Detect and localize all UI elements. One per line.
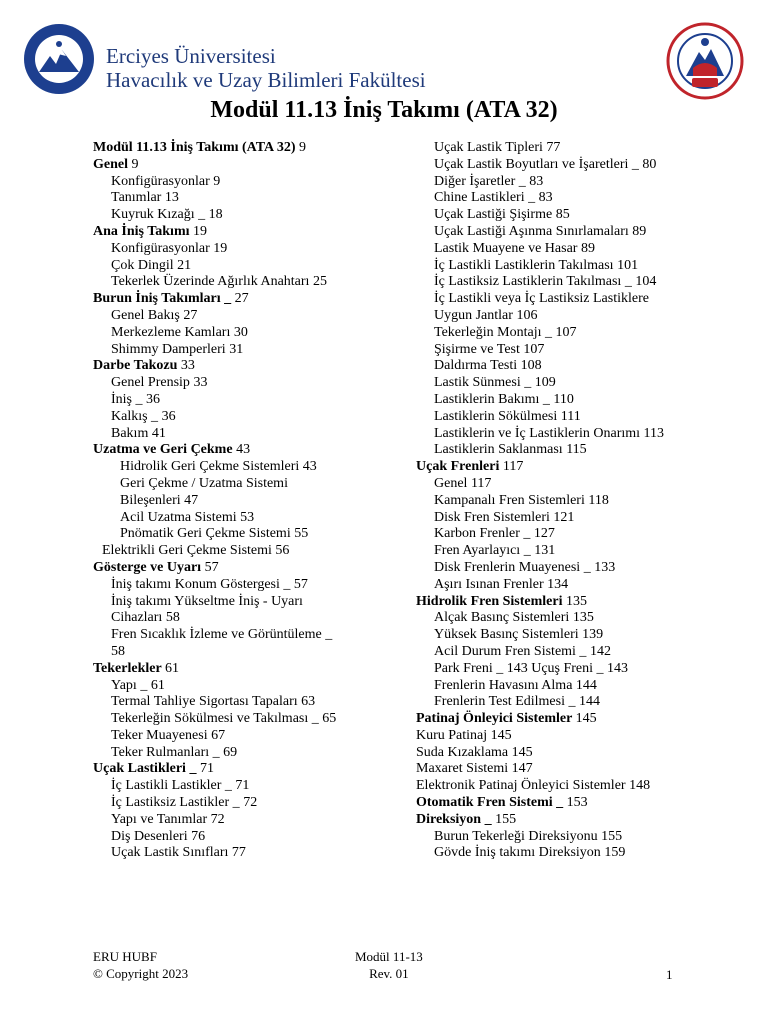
institution-name — [106, 44, 426, 92]
toc-entry-title: Kuyruk Kızağı _ — [111, 207, 206, 223]
toc-entry — [416, 678, 716, 695]
toc-entry-page: 144 — [575, 677, 597, 693]
toc-entry-title: Kalkış _ — [111, 408, 159, 424]
toc-entry-title: Patinaj Önleyici Sistemler — [416, 711, 573, 727]
toc-entry-title: Frenlerin Havasını Alma — [434, 677, 573, 693]
toc-entry-title: Geri Çekme / Uzatma Sistemi — [120, 475, 288, 491]
toc-entry-title: Uçak Lastik Boyutları ve İşaretleri _ — [434, 156, 639, 172]
toc-entry-page: 65 — [322, 711, 337, 727]
toc-entry — [416, 728, 716, 745]
toc-entry-title: Tekerlekler — [93, 660, 162, 676]
toc-entry — [93, 678, 398, 695]
toc-entry — [93, 644, 398, 661]
toc-entry-page: 69 — [223, 744, 238, 760]
toc-entry-title: Burun Tekerleği Direksiyonu — [434, 828, 598, 844]
toc-entry — [93, 761, 398, 778]
toc-entry-page: 110 — [553, 391, 574, 407]
toc-entry — [93, 392, 398, 409]
toc-entry — [416, 795, 716, 812]
toc-entry — [93, 291, 398, 308]
toc-entry-page: 139 — [582, 627, 604, 643]
toc-entry — [416, 543, 716, 560]
toc-entry-title: Disk Frenlerin Muayenesi _ — [434, 559, 591, 575]
toc-entry-page: 27 — [183, 307, 198, 323]
toc-entry-page: 111 — [560, 408, 581, 424]
toc-entry — [416, 493, 716, 510]
toc-entry-page: 30 — [233, 324, 248, 340]
toc-entry — [93, 795, 398, 812]
toc-entry — [93, 258, 398, 275]
toc-entry-page: 106 — [516, 307, 538, 323]
toc-entry — [93, 627, 398, 644]
institution-line1: Erciyes Üniversitesi — [106, 44, 276, 68]
toc-entry-page: 159 — [604, 845, 626, 861]
toc-entry-page: 33 — [193, 375, 208, 391]
toc-entry — [416, 459, 716, 476]
toc-entry — [416, 140, 716, 157]
toc-entry-page: 9 — [299, 140, 307, 155]
toc-entry-page: 121 — [553, 509, 575, 525]
toc-entry — [93, 829, 398, 846]
toc-entry-page: 131 — [534, 543, 556, 559]
toc-entry-page: 109 — [534, 375, 556, 391]
toc-entry-title: Kuru Patinaj — [416, 727, 488, 743]
toc-entry-title: Genel Bakış — [111, 307, 180, 323]
toc-entry-title: Diş Desenleri — [111, 828, 188, 844]
toc-entry-title: İç Lastikli Lastikler _ — [111, 778, 232, 794]
toc-entry-title: Lastiklerin Saklanması — [434, 442, 563, 458]
toc-entry — [416, 426, 716, 443]
toc-entry-title: İniş _ — [111, 391, 143, 407]
toc-entry — [93, 224, 398, 241]
toc-entry-page: 72 — [210, 811, 225, 827]
toc-entry-page: 145 — [511, 744, 533, 760]
toc-entry-title: Karbon Frenler _ — [434, 526, 531, 542]
page-title: Modül 11.13 İniş Takımı (ATA 32) — [210, 97, 558, 123]
toc-entry-page: 19 — [213, 240, 228, 256]
toc-entry — [416, 241, 716, 258]
toc-entry-page: 108 — [520, 358, 542, 374]
toc-entry-page: 155 — [601, 828, 623, 844]
toc-entry-title: Yapı _ — [111, 677, 148, 693]
toc-entry-page: 56 — [275, 543, 290, 559]
toc-entry-page: 71 — [199, 761, 214, 777]
toc-entry-page: 135 — [572, 610, 594, 626]
toc-entry-page: 118 — [588, 492, 609, 508]
toc-entry — [93, 140, 398, 157]
toc-entry-title: İç Lastiksiz Lastikler _ — [111, 795, 240, 811]
toc-entry — [416, 644, 716, 661]
toc-entry-title: Chine Lastikleri _ — [434, 190, 536, 206]
toc-entry-title: Genel Prensip — [111, 375, 190, 391]
toc-entry — [93, 526, 398, 543]
toc-entry-page: 18 — [208, 207, 223, 223]
toc-entry-title: İniş takımı Konum Göstergesi _ — [111, 576, 291, 592]
toc-entry — [416, 761, 716, 778]
toc-entry-title: Merkezleme Kamları — [111, 324, 231, 340]
toc-entry — [416, 358, 716, 375]
toc-entry-page: 72 — [243, 795, 258, 811]
toc-entry-page: 147 — [511, 761, 533, 777]
toc-entry-page: 19 — [193, 223, 207, 239]
toc-entry-title: Elektrikli Geri Çekme Sistemi — [102, 543, 272, 559]
toc-entry-page: 67 — [211, 727, 226, 743]
toc-entry-page: 76 — [191, 828, 206, 844]
toc-entry-page: 58 — [165, 610, 180, 626]
toc-entry — [93, 493, 398, 510]
toc-entry-page: 77 — [231, 845, 246, 861]
toc-entry-title: Uçak Lastik Tipleri — [434, 140, 543, 155]
university-logo-left — [22, 22, 96, 96]
toc-entry — [416, 174, 716, 191]
toc-entry-page: 41 — [151, 425, 166, 441]
toc-entry-page: 83 — [529, 173, 544, 189]
toc-entry — [93, 711, 398, 728]
toc-entry-page: 148 — [629, 778, 651, 794]
toc-entry — [416, 274, 716, 291]
toc-entry — [416, 694, 716, 711]
toc-entry — [93, 845, 398, 862]
toc-entry — [93, 342, 398, 359]
toc-entry-page: 71 — [235, 778, 250, 794]
toc-entry-page: 53 — [240, 509, 255, 525]
toc-entry-title: Lastik Muayene ve Hasar — [434, 240, 578, 256]
toc-entry-title: Genel — [93, 156, 128, 172]
toc-entry — [416, 258, 716, 275]
toc-entry — [416, 812, 716, 829]
toc-entry-title: Shimmy Damperleri — [111, 341, 226, 357]
toc-entry — [93, 778, 398, 795]
toc-entry-page: 143 — [607, 660, 629, 676]
toc-entry-title: Frenlerin Test Edilmesi _ — [434, 694, 576, 710]
toc-entry-title: Cihazları — [111, 610, 163, 626]
toc-entry-title: Şişirme ve Test — [434, 341, 520, 357]
footer-module: Modül 11-13 — [355, 949, 423, 964]
toc-entry-page: 144 — [578, 694, 600, 710]
toc-entry — [416, 577, 716, 594]
university-logo-right — [666, 22, 744, 100]
toc-entry-page: 153 — [566, 795, 588, 811]
toc-entry-page: 89 — [580, 240, 595, 256]
toc-entry-page: 83 — [538, 190, 553, 206]
toc-entry-title: İç Lastiksiz Lastiklerin Takılması _ — [434, 274, 632, 290]
toc-entry-title: Aşırı Isınan Frenler — [434, 576, 544, 592]
toc-entry — [93, 325, 398, 342]
toc-entry-title: Teker Muayenesi — [111, 727, 208, 743]
toc-entry-page: 9 — [131, 156, 139, 172]
toc-entry — [93, 510, 398, 527]
toc-entry-page: 89 — [632, 223, 647, 239]
toc-entry-title: Burun İniş Takımları _ — [93, 291, 232, 307]
toc-entry — [93, 577, 398, 594]
toc-entry-page: 55 — [294, 526, 309, 542]
toc-entry-title: Acil Durum Fren Sistemi _ — [434, 643, 587, 659]
toc-entry — [93, 426, 398, 443]
toc-entry-page: 43 — [236, 442, 251, 458]
toc-entry-title: Tekerleğin Montajı _ — [434, 324, 552, 340]
toc-entry-title: Acil Uzatma Sistemi — [120, 509, 237, 525]
toc-entry-title: Termal Tahliye Sigortası Tapaları — [111, 694, 298, 710]
toc-entry-title: Otomatik Fren Sistemi _ — [416, 795, 564, 811]
toc-entry — [93, 594, 398, 611]
footer-center — [355, 948, 423, 982]
footer-org: ERU HUBF — [93, 949, 157, 964]
toc-entry-title: Konfigürasyonlar — [111, 173, 210, 189]
toc-entry-title: Alçak Basınç Sistemleri — [434, 610, 570, 626]
institution-line2: Havacılık ve Uzay Bilimleri Fakültesi — [106, 68, 426, 92]
toc-entry-page: 101 — [617, 257, 639, 273]
toc-entry — [93, 661, 398, 678]
toc-entry-page: 145 — [575, 711, 597, 727]
toc-entry-title: Genel — [434, 475, 468, 491]
toc-entry-title: Teker Rulmanları _ — [111, 744, 220, 760]
footer-revision: Rev. 01 — [369, 966, 409, 981]
toc-entry-title: Diğer İşaretler _ — [434, 173, 526, 189]
toc-entry — [93, 409, 398, 426]
toc-entry — [93, 543, 398, 560]
toc-entry-page: 57 — [204, 559, 219, 575]
toc-entry-title: Lastiklerin ve İç Lastiklerin Onarımı — [434, 425, 641, 441]
toc-entry-page: 61 — [164, 660, 179, 676]
toc-entry — [416, 661, 716, 678]
toc-entry-page: 104 — [635, 274, 657, 290]
page-header — [0, 0, 768, 100]
toc-entry — [93, 308, 398, 325]
toc-entry — [416, 594, 716, 611]
toc-entry-page: 36 — [146, 391, 160, 407]
toc-entry — [416, 392, 716, 409]
toc-entry-title: Yapı ve Tanımlar — [111, 811, 208, 827]
toc-entry-title: Fren Sıcaklık İzleme ve Görüntüleme _ — [111, 627, 333, 643]
toc-entry — [416, 829, 716, 846]
toc-entry-title: Uçak Lastik Sınıfları — [111, 845, 229, 861]
toc-entry-title: Yüksek Basınç Sistemleri — [434, 627, 579, 643]
footer-left — [93, 948, 188, 982]
toc-entry — [93, 274, 398, 291]
toc-entry-title: Lastiklerin Sökülmesi — [434, 408, 558, 424]
toc-entry-page: 145 — [490, 727, 512, 743]
toc-entry-page: 25 — [312, 274, 327, 290]
toc-entry — [416, 627, 716, 644]
toc-entry-page: 155 — [495, 811, 517, 827]
toc-entry-page: 43 — [302, 459, 317, 475]
toc-entry-title: Darbe Takozu — [93, 358, 178, 374]
toc-entry-title: İniş takımı Yükseltme İniş - Uyarı — [111, 593, 303, 609]
toc-entry-page: 115 — [566, 442, 587, 458]
toc-entry-title: Ana İniş Takımı — [93, 223, 190, 239]
toc-entry-page: 27 — [234, 291, 249, 307]
toc-entry-page: 117 — [470, 475, 492, 491]
toc-entry — [416, 510, 716, 527]
toc-entry-title: Daldırma Testi — [434, 358, 518, 374]
toc-entry — [416, 375, 716, 392]
toc-entry — [416, 745, 716, 762]
toc-entry-title: Maxaret Sistemi — [416, 761, 509, 777]
toc-entry-page: 117 — [502, 459, 524, 475]
toc-entry — [93, 157, 398, 174]
toc-entry — [93, 190, 398, 207]
toc-entry-title: Tekerlek Üzerinde Ağırlık Anahtarı — [111, 274, 310, 290]
toc-entry — [93, 241, 398, 258]
toc-entry — [416, 711, 716, 728]
toc-entry-title: Gösterge ve Uyarı — [93, 559, 202, 575]
toc-entry-title: Hidrolik Fren Sistemleri — [416, 593, 563, 609]
toc-entry-title: Pnömatik Geri Çekme Sistemi — [120, 526, 291, 542]
toc-entry-page: 134 — [547, 576, 569, 592]
toc-entry-page: 21 — [177, 257, 192, 273]
toc-entry-page: 77 — [546, 140, 561, 155]
toc-entry — [93, 728, 398, 745]
toc-entry-page: 127 — [533, 526, 555, 542]
toc-entry — [416, 845, 716, 862]
toc-entry-page: 113 — [643, 425, 665, 441]
toc-entry-title: Uçak Lastiği Aşınma Sınırlamaları — [434, 223, 629, 239]
toc-entry-page: 13 — [164, 190, 179, 206]
toc-entry-page: 47 — [184, 492, 199, 508]
toc-entry — [416, 409, 716, 426]
toc-entry-title: Kampanalı Fren Sistemleri — [434, 492, 585, 508]
footer-copyright: © Copyright 2023 — [93, 966, 189, 981]
toc-entry-title: Bakım — [111, 425, 149, 441]
toc-entry-title: Tekerleğin Sökülmesi ve Takılması _ — [111, 711, 319, 727]
toc-entry-page: 133 — [594, 559, 616, 575]
toc-entry — [93, 610, 398, 627]
toc-entry — [416, 560, 716, 577]
toc-entry-page: 80 — [642, 156, 657, 172]
toc-entry — [93, 745, 398, 762]
toc-entry — [93, 694, 398, 711]
toc-entry-page: 36 — [161, 408, 176, 424]
toc-entry — [93, 442, 398, 459]
toc-entry-page: 9 — [213, 173, 221, 189]
toc-entry-page: 85 — [555, 207, 570, 223]
toc-entry — [416, 325, 716, 342]
toc-entry-title: Tanımlar — [111, 190, 162, 206]
toc-entry — [416, 342, 716, 359]
toc-entry-page: 57 — [293, 576, 308, 592]
toc-entry — [93, 375, 398, 392]
toc-entry-page: 31 — [229, 341, 244, 357]
toc-entry — [93, 358, 398, 375]
toc-entry-page: 107 — [555, 324, 577, 340]
toc-right-column — [416, 140, 716, 862]
toc-entry-title: Direksiyon _ — [416, 811, 492, 827]
toc-entry — [416, 224, 716, 241]
toc-entry — [416, 157, 716, 174]
toc-entry — [416, 207, 716, 224]
toc-entry — [93, 207, 398, 224]
toc-entry-title: 58 — [111, 643, 125, 659]
toc-entry-title: İç Lastikli Lastiklerin Takılması — [434, 257, 614, 273]
toc-entry-page: 63 — [301, 694, 316, 710]
toc-entry-title: Suda Kızaklama — [416, 744, 509, 760]
toc-entry-title: Gövde İniş takımı Direksiyon — [434, 845, 601, 861]
toc-entry — [416, 442, 716, 459]
toc-entry-title: Elektronik Patinaj Önleyici Sistemler — [416, 778, 626, 794]
toc-entry — [93, 174, 398, 191]
toc-entry-title: Uçak Lastikleri _ — [93, 761, 197, 777]
toc-entry — [416, 610, 716, 627]
toc-entry-title: Lastiklerin Bakımı _ — [434, 391, 550, 407]
toc-entry — [416, 778, 716, 795]
toc-entry — [416, 526, 716, 543]
toc-entry-page: 33 — [180, 358, 195, 374]
toc-entry — [93, 459, 398, 476]
toc-left-column — [93, 140, 398, 862]
toc-entry-page: 142 — [589, 643, 611, 659]
toc-entry-title: Park Freni _ 143 Uçuş Freni _ — [434, 660, 604, 676]
toc-entry — [93, 560, 398, 577]
toc-entry-title: Konfigürasyonlar — [111, 240, 210, 256]
toc-entry — [416, 291, 716, 308]
toc-entry-page: 135 — [565, 593, 587, 609]
toc-entry-title: Uçak Frenleri — [416, 459, 500, 475]
toc-entry — [416, 190, 716, 207]
toc-entry-title: İç Lastikli veya İç Lastiksiz Lastiklere — [434, 291, 649, 307]
toc-entry-title: Çok Dingil — [111, 257, 174, 273]
toc-entry — [93, 812, 398, 829]
toc-entry-page: 61 — [150, 677, 165, 693]
toc-entry-title: Uygun Jantlar — [434, 307, 513, 323]
footer-page-number: 1 — [666, 967, 673, 982]
toc-entry-title: Lastik Sünmesi _ — [434, 375, 532, 391]
toc-entry-title: Uçak Lastiği Şişirme — [434, 207, 553, 223]
toc-entry-title: Modül 11.13 İniş Takımı (ATA 32) — [93, 140, 296, 155]
toc-entry — [416, 476, 716, 493]
toc-entry — [416, 308, 716, 325]
toc-entry-title: Disk Fren Sistemleri — [434, 509, 550, 525]
toc-entry-page: 107 — [523, 341, 545, 357]
toc-entry-title: Fren Ayarlayıcı _ — [434, 543, 531, 559]
toc-entry-title: Uzatma ve Geri Çekme — [93, 442, 233, 458]
toc-entry-title: Hidrolik Geri Çekme Sistemleri — [120, 459, 300, 475]
toc-entry — [93, 476, 398, 493]
toc-entry-title: Bileşenleri — [120, 492, 181, 508]
